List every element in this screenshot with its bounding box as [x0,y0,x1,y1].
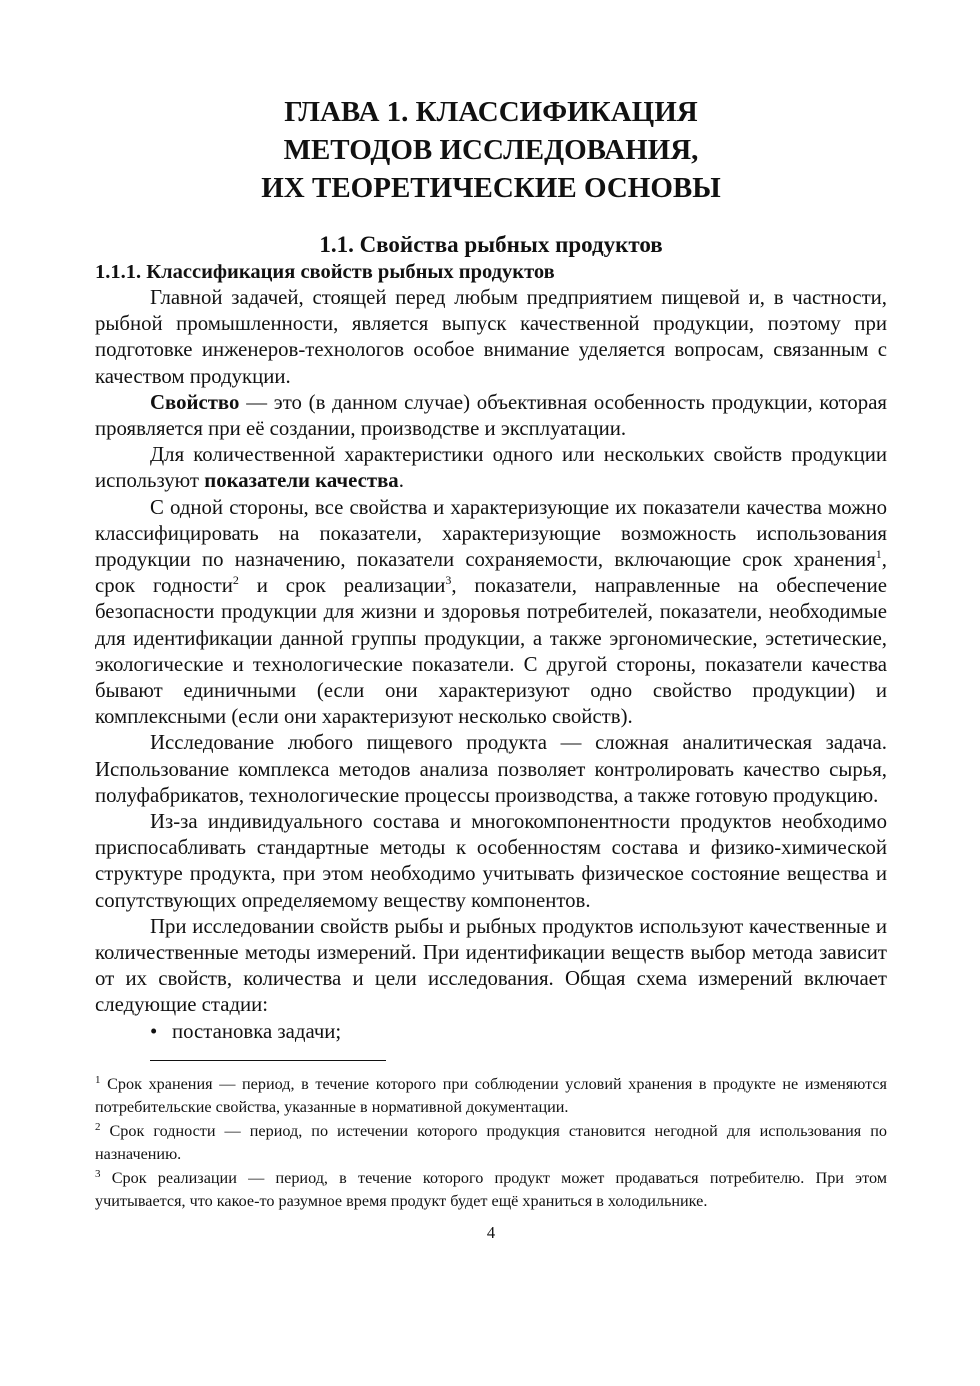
paragraph-6: Из-за индивидуального состава и многокомпонентности продуктов необходимо приспосабливать стандартные методы к особенностям состава и физико-химической структуре продукта, при этом необходимо учитывать физическое состояние вещества и сопутствующих определяемому веществу компонентов. [95,810,887,912]
chapter-title-line-3: ИХ ТЕОРЕТИЧЕСКИЕ ОСНОВЫ [261,172,721,204]
list-item-text: постановка задачи; [172,1019,342,1043]
footnote-3 [95,1167,887,1214]
footnote-mark-3: 3 [95,1167,101,1180]
paragraph-3-end: . [398,469,404,493]
paragraph-4-part-c: и срок реализации [238,574,446,598]
footnote-2-text: Срок годности — период, по истечении которого продукция становится негодной для использования по назначению. [95,1121,887,1164]
paragraph-5: Исследование любого пищевого продукта — сложная аналитическая задача. Использование комплекса методов анализа позволяет контролировать качество сырья, полуфабрикатов, технологические процессы производства, а также готовую продукцию. [95,731,887,807]
footnote-divider [150,1060,386,1061]
footnote-mark-2: 2 [95,1120,101,1133]
chapter-title-line-1: ГЛАВА 1. КЛАССИФИКАЦИЯ [284,96,698,128]
page-number: 4 [486,1222,496,1242]
footnote-1 [95,1073,887,1120]
subsection-title: 1.1.1. Классификация свойств рыбных продуктов [95,261,555,283]
footnote-ref-3[interactable]: 3 [445,573,452,588]
paragraph-2-text: — это (в данном случае) объективная особенность продукции, которая проявляется при её создании, производстве и эксплуатации. [95,390,887,441]
footnote-ref-2[interactable]: 2 [232,573,239,588]
bullet-icon: • [150,1019,158,1043]
footnotes [95,1073,887,1214]
paragraph-7: При исследовании свойств рыбы и рыбных продуктов используют качественные и количественные методы измерений. При идентификации веществ выбор метода зависит от их свойств, количества и цели исследования. Общая схема измерений включает следующие стадии: [95,914,887,1017]
section-title: 1.1. Свойства рыбных продуктов [319,232,663,257]
footnote-ref-1[interactable]: 1 [875,547,882,562]
term-quality-indicators: показатели качества [204,469,399,493]
book-page [95,93,887,1244]
footnote-3-text: Срок реализации — период, в течение которого продукт может продаваться потребителю. При этом учитывается, что какое-то разумное время продукт будет ещё храниться в холодильнике. [95,1168,887,1211]
footnote-1-text: Срок хранения — период, в течение которого при соблюдении условий хранения в продукте не изменяются потребительские свойства, указанные в нормативной документации. [95,1074,887,1117]
paragraph-4-part-a: С одной стороны, все свойства и характеризующие их показатели качества можно классифицировать на показатели, характеризующие возможность использования продукции по назначению, показатели сохраняемости, включающие срок хранения [95,495,887,572]
paragraph-4 [95,495,887,731]
footnote-2 [95,1120,887,1167]
list-item [95,1019,887,1045]
chapter-title [95,93,887,207]
paragraph-1: Главной задачей, стоящей перед любым предприятием пищевой и, в частности, рыбной промышленности, является выпуск качественной продукции, поэтому при подготовке инженеров-технологов особое внимание уделяется вопросам, связанным с качеством продукции. [95,286,887,388]
chapter-title-line-2: МЕТОДОВ ИССЛЕДОВАНИЯ, [283,134,699,166]
paragraph-3 [95,442,887,494]
term-property: Свойство [150,390,240,414]
paragraph-4-part-d: , показатели, направленные на обеспечение безопасности продукции для жизни и здоровья потребителей, показатели, необходимые для идентификации данной группы продукции, а также эргономические, эстетические, экологические и технологические показатели. С другой стороны, показатели качества бывают единичными (если они характеризуют одно свойство продукции) и комплексными (если они характеризуют несколько свойств). [95,574,888,729]
paragraph-3-text: Для количественной характеристики одного или нескольких свойств продукции используют [95,443,887,493]
paragraph-4-part-b: , срок годности [95,548,887,598]
paragraph-2 [95,390,887,442]
body-text [95,285,887,1045]
footnote-mark-1: 1 [95,1073,101,1086]
